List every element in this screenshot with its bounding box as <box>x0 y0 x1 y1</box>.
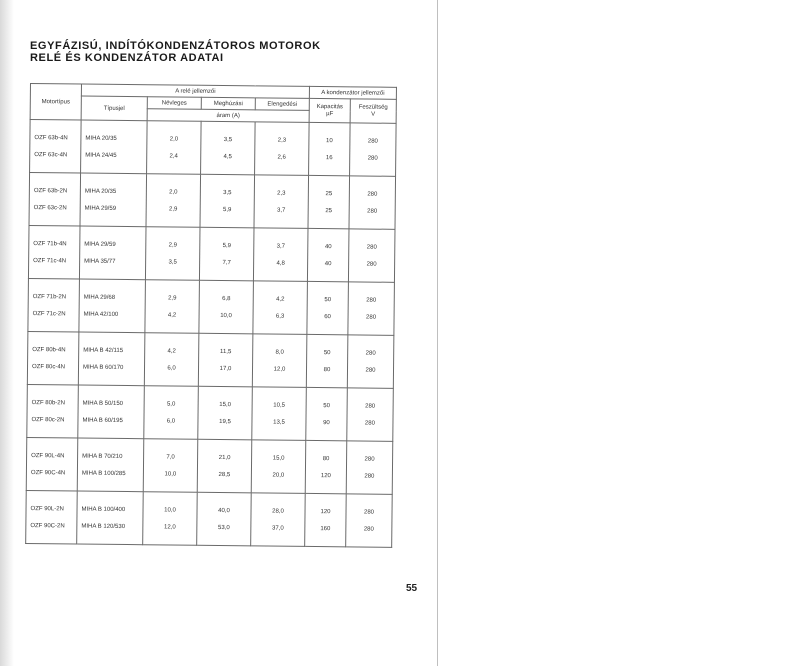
release-current-cell-value: 3,7 <box>276 243 286 250</box>
voltage-cell <box>350 123 397 176</box>
nominal-current-cell-value: 10,0 <box>164 470 177 478</box>
header-kapacitas-unit: µF <box>326 110 334 117</box>
nominal-current-cell <box>144 386 199 440</box>
capacitance-cell <box>307 228 349 281</box>
relay-type-cell-value: MIHA 29/59 <box>84 241 116 248</box>
nominal-current-cell-value: 5,0 <box>166 400 176 408</box>
nominal-current-cell-value: 4,2 <box>167 311 177 319</box>
voltage-cell-value: 280 <box>364 456 375 463</box>
header-feszultseg-unit: V <box>371 111 376 118</box>
voltage-cell <box>348 282 395 335</box>
header-rele-jellemzoi: A relé jellemzői <box>81 84 309 98</box>
relay-type-cell-value: MIHA B 60/170 <box>82 364 124 371</box>
pickup-current-cell <box>198 386 253 440</box>
motor-type-cell-value: OZF 90C-4N <box>30 469 66 476</box>
motor-type-cell-value: OZF 80b-4N <box>32 346 66 353</box>
pickup-current-cell-value: 4,5 <box>223 153 232 160</box>
release-current-cell-value: 12,0 <box>273 366 286 373</box>
capacitance-cell <box>306 387 348 440</box>
pickup-current-cell-value: 10,0 <box>220 312 232 319</box>
motor-type-cell-value: OZF 80b-2N <box>31 399 66 406</box>
capacitance-cell-value: 60 <box>324 313 331 320</box>
relay-type-cell-value: MIHA 24/45 <box>85 152 117 159</box>
nominal-current-cell <box>146 174 201 228</box>
capacitance-cell <box>309 122 351 175</box>
pickup-current-cell <box>201 121 256 175</box>
motor-type-cell <box>29 173 81 227</box>
voltage-cell-value: 280 <box>366 297 377 304</box>
header-meghuzasi: Meghúzási <box>201 97 255 110</box>
pickup-current-cell <box>199 280 254 334</box>
header-kapacitas-label: Kapacitás <box>316 103 343 110</box>
capacitance-cell-value: 40 <box>324 243 332 250</box>
pickup-current-cell-value: 40,0 <box>218 507 230 514</box>
relay-type-cell <box>77 438 144 492</box>
relay-type-cell-value: MIHA 20/35 <box>84 188 117 195</box>
motor-type-cell-value: OZF 63b-4N <box>34 134 68 141</box>
capacitance-cell <box>305 493 347 546</box>
title-line-1: EGYFÁZISÚ, INDÍTÓKONDENZÁTOROS MOTOROK <box>30 40 321 52</box>
voltage-cell <box>349 176 396 229</box>
table-row <box>26 490 393 547</box>
nominal-current-cell <box>145 227 200 281</box>
nominal-current-cell-value: 4,2 <box>167 347 176 355</box>
motor-type-cell <box>28 225 80 279</box>
motor-type-cell <box>27 384 79 438</box>
relay-capacitor-table <box>25 83 397 548</box>
header-tipusjel: Típusjel <box>81 96 147 121</box>
release-current-cell-value: 3,7 <box>276 207 286 214</box>
table-row <box>26 437 393 494</box>
nominal-current-cell-value: 2,9 <box>168 205 178 213</box>
voltage-cell <box>348 229 395 282</box>
pickup-current-cell-value: 19,5 <box>219 418 231 425</box>
release-current-cell-value: 8,0 <box>275 349 284 356</box>
motor-type-cell-value: OZF 71c-2N <box>32 310 66 317</box>
nominal-current-cell-value: 2,9 <box>168 241 178 249</box>
relay-type-cell-value: MIHA 42/100 <box>83 311 119 318</box>
capacitance-cell-value: 25 <box>325 190 333 197</box>
nominal-current-cell-value: 2,9 <box>168 294 177 302</box>
table-row <box>28 278 395 335</box>
pickup-current-cell <box>197 439 252 493</box>
voltage-cell-value: 280 <box>366 314 377 321</box>
motor-type-cell <box>26 437 78 491</box>
relay-type-cell-value: MIHA B 120/530 <box>81 523 126 530</box>
nominal-current-cell-value: 2,0 <box>169 135 179 143</box>
table-row <box>28 225 395 282</box>
voltage-cell-value: 280 <box>367 155 378 162</box>
nominal-current-cell <box>145 280 200 334</box>
capacitance-cell <box>307 281 349 334</box>
release-current-cell <box>255 122 310 176</box>
pickup-current-cell-value: 3,5 <box>223 189 232 196</box>
capacitance-cell-value: 160 <box>320 525 331 532</box>
release-current-cell-value: 6,3 <box>275 313 285 320</box>
relay-type-cell <box>78 385 145 439</box>
relay-type-cell-value: MIHA 35/77 <box>84 258 116 265</box>
release-current-cell-value: 2,3 <box>277 190 286 197</box>
voltage-cell-value: 280 <box>363 526 374 533</box>
release-current-cell-value: 13,5 <box>273 419 285 426</box>
nominal-current-cell-value: 6,0 <box>167 364 176 372</box>
page-number: 55 <box>406 583 418 594</box>
nominal-current-cell-value: 7,0 <box>166 453 175 461</box>
release-current-cell <box>252 334 307 388</box>
release-current-cell-value: 15,0 <box>272 455 285 462</box>
motor-type-cell-value: OZF 80c-4N <box>31 363 66 370</box>
table-row <box>27 331 394 388</box>
relay-type-cell <box>81 120 148 174</box>
release-current-cell-value: 2,6 <box>277 154 286 161</box>
motor-type-cell-value: OZF 80c-2N <box>31 416 65 423</box>
motor-type-cell <box>28 278 80 332</box>
motor-type-cell-value: OZF 90L-2N <box>30 505 64 512</box>
motor-type-cell-value: OZF 90L-4N <box>31 452 65 459</box>
header-aram: áram (A) <box>147 109 309 123</box>
voltage-cell-value: 280 <box>365 403 376 410</box>
motor-type-cell-value: OZF 71c-4N <box>33 257 67 264</box>
relay-type-cell <box>78 332 145 386</box>
nominal-current-cell <box>143 439 198 493</box>
capacitance-cell-value: 10 <box>326 137 333 144</box>
motor-type-cell-value: OZF 63c-4N <box>34 151 68 158</box>
pickup-current-cell-value: 53,0 <box>217 524 230 531</box>
relay-type-cell <box>77 491 144 545</box>
capacitance-cell-value: 120 <box>320 472 331 479</box>
capacitance-cell-value: 50 <box>324 296 332 303</box>
relay-type-cell <box>80 173 147 227</box>
pickup-current-cell <box>199 227 254 281</box>
pickup-current-cell-value: 5,9 <box>222 206 232 213</box>
relay-type-cell <box>79 279 146 333</box>
voltage-cell-value: 280 <box>364 420 375 427</box>
voltage-cell-value: 280 <box>366 244 377 251</box>
nominal-current-cell-value: 6,0 <box>166 417 176 425</box>
release-current-cell <box>253 281 308 335</box>
capacitance-cell <box>305 440 347 493</box>
release-current-cell <box>254 175 309 229</box>
voltage-cell-value: 280 <box>367 138 378 145</box>
header-elengedesi: Elengedési <box>255 98 309 111</box>
nominal-current-cell <box>147 121 202 175</box>
motor-type-cell-value: OZF 63c-2N <box>33 204 67 211</box>
voltage-cell-value: 280 <box>366 261 377 268</box>
release-current-cell-value: 10,5 <box>273 402 286 409</box>
capacitance-cell-value: 120 <box>320 508 331 515</box>
pickup-current-cell-value: 15,0 <box>219 401 232 408</box>
relay-type-cell-value: MIHA B 42/115 <box>83 347 124 354</box>
pickup-current-cell-value: 21,0 <box>218 454 231 461</box>
release-current-cell-value: 28,0 <box>272 508 284 515</box>
capacitance-cell-value: 80 <box>323 366 331 373</box>
nominal-current-cell-value: 10,0 <box>164 506 176 514</box>
header-nevleges: Névleges <box>147 97 201 110</box>
relay-type-cell-value: MIHA B 100/285 <box>81 470 126 477</box>
release-current-cell-value: 2,3 <box>277 137 287 144</box>
capacitance-cell-value: 25 <box>325 207 333 214</box>
pickup-current-cell-value: 7,7 <box>222 259 231 266</box>
header-kondenzator-jellemzoi: A kondenzátor jellemzői <box>309 86 396 99</box>
nominal-current-cell-value: 3,5 <box>168 258 177 266</box>
voltage-cell <box>347 388 394 441</box>
voltage-cell <box>346 441 393 494</box>
capacitance-cell-value: 80 <box>322 455 330 462</box>
relay-type-cell-value: MIHA 29/59 <box>84 205 117 212</box>
header-feszultseg <box>350 99 396 123</box>
voltage-cell-value: 280 <box>367 191 378 198</box>
pickup-current-cell-value: 11,5 <box>220 348 232 355</box>
capacitance-cell-value: 90 <box>323 419 330 426</box>
voltage-cell-value: 280 <box>363 509 375 516</box>
voltage-cell-value: 280 <box>367 208 378 215</box>
pickup-current-cell-value: 28,5 <box>218 471 231 478</box>
release-current-cell-value: 4,8 <box>276 260 285 267</box>
relay-type-cell-value: MIHA B 70/210 <box>82 453 123 460</box>
header-motortipus: Motortípus <box>30 84 81 121</box>
nominal-current-cell-value: 2,0 <box>169 188 178 196</box>
capacitance-cell-value: 40 <box>324 260 332 267</box>
motor-type-cell-value: OZF 71b-2N <box>32 293 67 300</box>
pickup-current-cell-value: 5,9 <box>222 242 232 249</box>
release-current-cell <box>251 440 306 494</box>
motor-type-cell <box>30 120 82 174</box>
motor-type-cell-value: OZF 63b-2N <box>33 187 68 194</box>
relay-type-cell-value: MIHA B 60/195 <box>82 417 123 424</box>
motor-type-cell-value: OZF 90C-2N <box>30 522 65 529</box>
pickup-current-cell <box>198 333 253 387</box>
motor-type-cell <box>26 490 78 544</box>
relay-type-cell-value: MIHA 29/68 <box>83 294 116 301</box>
release-current-cell-value: 37,0 <box>271 525 284 532</box>
page-edge-line <box>437 0 438 666</box>
voltage-cell <box>346 494 393 547</box>
page-shadow-edge <box>0 0 14 666</box>
table-row <box>30 120 397 177</box>
nominal-current-cell <box>144 333 199 387</box>
page-title <box>30 40 321 64</box>
relay-type-cell-value: MIHA B 50/150 <box>82 400 124 407</box>
release-current-cell <box>252 387 307 441</box>
pickup-current-cell-value: 17,0 <box>219 365 232 372</box>
voltage-cell-value: 280 <box>365 367 376 374</box>
relay-type-cell-value: MIHA 20/35 <box>85 135 117 142</box>
table-row <box>29 173 396 230</box>
relay-type-cell-value: MIHA B 100/400 <box>81 506 126 513</box>
release-current-cell <box>253 228 308 282</box>
header-feszultseg-label: Feszültség <box>358 103 388 111</box>
pickup-current-cell <box>200 174 255 228</box>
voltage-cell <box>347 335 394 388</box>
title-line-2: RELÉ ÉS KONDENZÁTOR ADATAI <box>30 52 224 64</box>
pickup-current-cell <box>197 492 252 546</box>
header-kapacitas <box>309 98 350 122</box>
capacitance-cell <box>306 334 348 387</box>
capacitance-cell-value: 50 <box>323 402 331 409</box>
voltage-cell-value: 280 <box>365 350 376 357</box>
release-current-cell <box>251 493 306 547</box>
release-current-cell-value: 20,0 <box>272 472 285 479</box>
motor-type-cell <box>27 331 79 385</box>
pickup-current-cell-value: 3,5 <box>223 136 233 143</box>
pickup-current-cell-value: 6,8 <box>222 295 231 302</box>
capacitance-cell <box>308 175 350 228</box>
capacitance-cell-value: 50 <box>323 349 331 356</box>
nominal-current-cell-value: 12,0 <box>163 523 176 531</box>
nominal-current-cell <box>143 492 198 546</box>
relay-type-cell <box>79 226 146 280</box>
capacitance-cell-value: 16 <box>325 154 333 161</box>
release-current-cell-value: 4,2 <box>276 296 285 303</box>
nominal-current-cell-value: 2,4 <box>169 152 178 160</box>
voltage-cell-value: 280 <box>364 473 375 480</box>
motor-type-cell-value: OZF 71b-4N <box>33 240 67 247</box>
table-row <box>27 384 394 441</box>
